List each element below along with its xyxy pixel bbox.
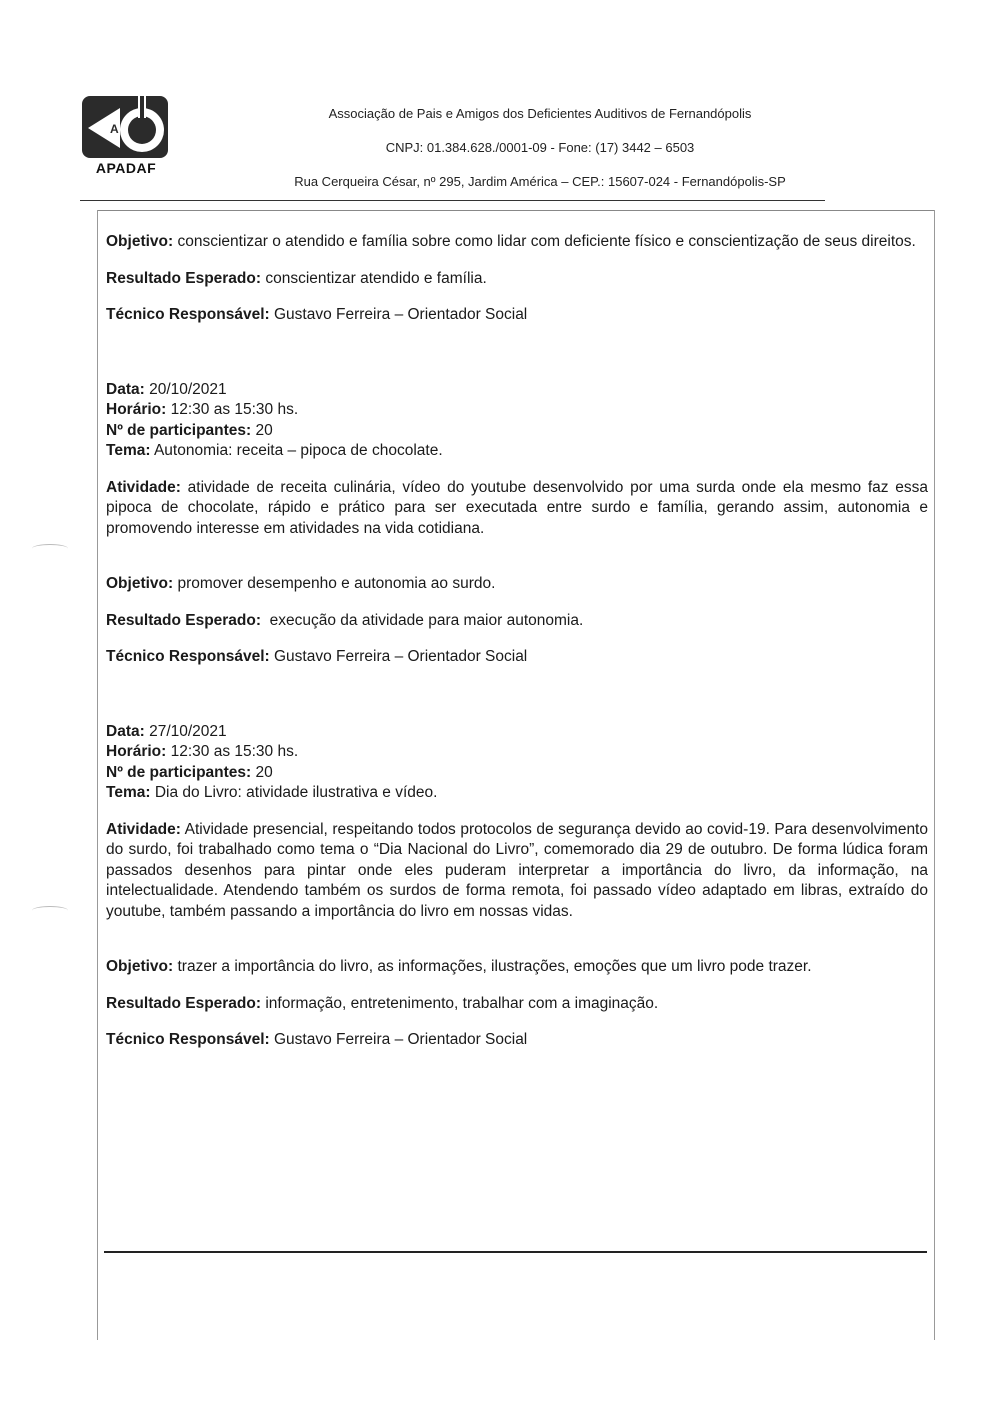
- resultado-line: Resultado Esperado: conscientizar atendido e família.: [106, 269, 487, 287]
- tema-line: Tema: Autonomia: receita – pipoca de chocolate.: [106, 442, 443, 459]
- scan-mark: [32, 544, 68, 553]
- address: Rua Cerqueira César, nº 295, Jardim América – CEP.: 15607-024 - Fernandópolis-SP: [294, 174, 786, 189]
- tema-line: Tema: Dia do Livro: atividade ilustrativa e vídeo.: [106, 784, 438, 801]
- content-border-top: [98, 210, 935, 211]
- participantes-line: Nº de participantes: 20: [106, 763, 273, 781]
- tecnico-line: Técnico Responsável: Gustavo Ferreira – Orientador Social: [106, 1031, 528, 1048]
- cnpj-phone: CNPJ: 01.384.628./0001-09 - Fone: (17) 3442 – 6503: [385, 140, 695, 155]
- horario-line: Horário: 12:30 as 15:30 hs.: [106, 401, 299, 418]
- svg-text:A: A: [110, 122, 119, 136]
- logo-text: APADAF: [95, 160, 157, 176]
- tecnico-line: Técnico Responsável: Gustavo Ferreira – Orientador Social: [106, 648, 528, 665]
- tecnico-line: Técnico Responsável: Gustavo Ferreira – Orientador Social: [106, 306, 528, 323]
- data-line: Data: 20/10/2021: [106, 380, 227, 398]
- header-divider: [80, 200, 825, 201]
- footer-divider: [104, 1251, 927, 1253]
- atividade-paragraph: Atividade: Atividade presencial, respeitando todos protocolos de segurança devido ao covid-19. Para desenvolvimento do surdo, foi trabalhado como tema o “Dia Nacional do Livro”, comemorado dia 29 de outubro. De forma lúdica foram passados desenhos para pintar onde eles puderam interpretar a importância do livro, da informação, na intelectualidade. Atendendo também os surdos de forma remota, foi passado vídeo adaptado em libras, extraído do youtube, também passando a importância do livro em nossas vidas.: [106, 820, 928, 920]
- objetivo-line: Objetivo: promover desempenho e autonomia ao surdo.: [106, 575, 496, 592]
- scan-mark: [32, 906, 68, 915]
- objetivo-line: Objetivo: conscientizar o atendido e família sobre como lidar com deficiente físico e conscientização de seus direitos.: [106, 233, 916, 250]
- horario-line: Horário: 12:30 as 15:30 hs.: [106, 743, 299, 760]
- atividade-paragraph: Atividade: atividade de receita culinária, vídeo do youtube desenvolvido por uma surda onde ela mesmo faz essa pipoca de chocolate, rápido e prático para ser executada entre surdo e família, gerando assim, autonomia e promovendo interesse em atividades na vida cotidiana.: [106, 478, 928, 537]
- content-border-right: [934, 210, 935, 1340]
- resultado-line: Resultado Esperado: informação, entretenimento, trabalhar com a imaginação.: [106, 994, 659, 1012]
- report-content: [106, 232, 928, 1051]
- resultado-line: Resultado Esperado: execução da atividade para maior autonomia.: [106, 611, 584, 629]
- content-border-left: [97, 210, 98, 1340]
- objetivo-line: Objetivo: trazer a importância do livro, as informações, ilustrações, emoções que um livro pode trazer.: [106, 958, 812, 975]
- data-line: Data: 27/10/2021: [106, 722, 227, 740]
- organization-name: Associação de Pais e Amigos dos Deficientes Auditivos de Fernandópolis: [328, 106, 752, 121]
- participantes-line: Nº de participantes: 20: [106, 421, 273, 439]
